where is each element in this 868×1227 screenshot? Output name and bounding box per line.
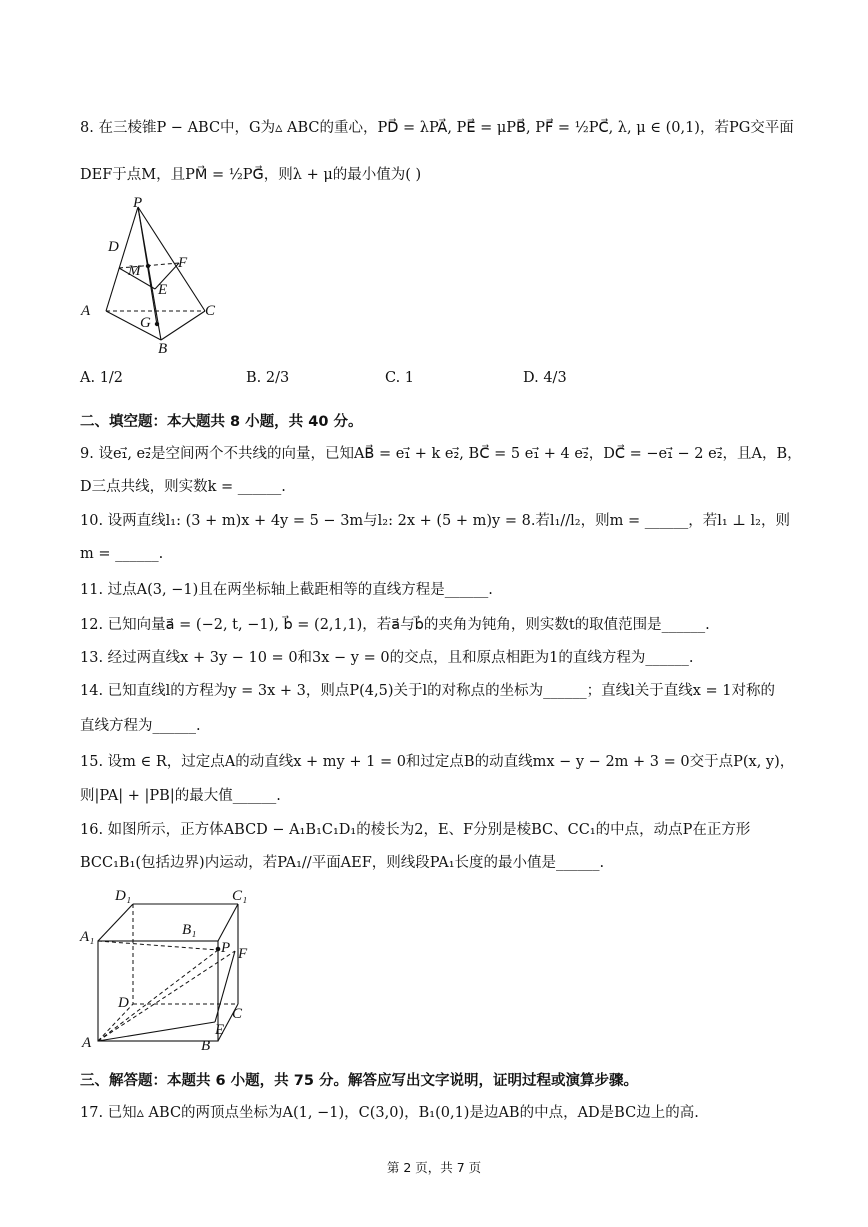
label-B1: B₁ — [182, 922, 197, 938]
q8-option-b: B. 2/3 — [246, 370, 290, 386]
q15-line2: 则|PA| + |PB|的最大值______. — [80, 788, 281, 804]
q9-line2: D三点共线，则实数k = ______. — [80, 479, 286, 495]
label-P: P — [221, 940, 231, 956]
label-A: A — [82, 1035, 92, 1051]
label-D1: D₁ — [115, 888, 132, 904]
q11-text: 11. 过点A(3, −1)且在两坐标轴上截距相等的直线方程是______. — [80, 582, 493, 598]
label-M: M — [128, 263, 141, 279]
label-P: P — [133, 195, 143, 211]
q8-option-a: A. 1/2 — [80, 370, 124, 386]
q8-option-d: D. 4/3 — [523, 370, 567, 386]
page-footer: 第 2 页，共 7 页 — [386, 1160, 482, 1175]
q8-option-c: C. 1 — [385, 370, 415, 386]
q15-line1: 15. 设m ∈ R，过定点A的动直线x + my + 1 = 0和过定点B的动直线mx − y − 2m + 3 = 0交于点P(x, y)， — [80, 754, 795, 770]
q16-line2: BCC₁B₁(包括边界)内运动，若PA₁//平面AEF，则线段PA₁长度的最小值是______. — [80, 855, 605, 871]
q9-line1: 9. 设e₁⃗, e₂⃗是空间两个不共线的向量，已知AB⃗ = e₁⃗ + k e₂⃗, BC⃗ = 5 e₁⃗ + 4 e₂⃗，DC⃗ = −e₁⃗ − 2 e₂⃗，且A，B， — [80, 446, 802, 462]
q8-line1: 8. 在三棱锥P − ABC中，G为▵ ABC的重心，PD⃗ = λPA⃗, PE⃗ = μPB⃗, PF⃗ = ½PC⃗, λ, μ ∈ (0,1)，若PG交平面 — [80, 120, 794, 136]
label-B: B — [158, 341, 168, 357]
cube-figure — [78, 884, 258, 1054]
tetrahedron-figure — [78, 193, 228, 358]
label-F: F — [178, 255, 188, 271]
label-A1: A₁ — [80, 929, 95, 945]
label-G: G — [140, 315, 151, 331]
label-D: D — [118, 995, 129, 1011]
q14-line2: 直线方程为______. — [80, 718, 201, 734]
label-C1: C₁ — [232, 888, 248, 904]
q17-text: 17. 已知▵ ABC的两顶点坐标为A(1, −1)，C(3,0)，B₁(0,1)是边AB的中点，AD是BC边上的高. — [80, 1105, 699, 1121]
label-B: B — [201, 1038, 211, 1054]
label-D: D — [108, 239, 119, 255]
label-A: A — [81, 303, 91, 319]
label-F: F — [238, 946, 248, 962]
q16-line1: 16. 如图所示，正方体ABCD − A₁B₁C₁D₁的棱长为2，E、F分别是棱BC、CC₁的中点，动点P在正方形 — [80, 822, 751, 838]
label-C: C — [205, 303, 216, 319]
label-E: E — [215, 1022, 225, 1038]
q8-line2: DEF于点M，且PM⃗ = ½PG⃗，则λ + μ的最小值为( ) — [80, 167, 422, 183]
q13-text: 13. 经过两直线x + 3y − 10 = 0和3x − y = 0的交点，且和原点相距为1的直线方程为______. — [80, 650, 694, 666]
section-solutions-heading: 三、解答题：本题共 6 小题，共 75 分。解答应写出文字说明，证明过程或演算步骤。 — [80, 1073, 638, 1089]
section-fill-in-heading: 二、填空题：本大题共 8 小题，共 40 分。 — [80, 414, 363, 430]
q10-line2: m = ______. — [80, 546, 164, 562]
label-C: C — [232, 1006, 243, 1022]
q12-text: 12. 已知向量a⃗ = (−2, t, −1), b⃗ = (2,1,1)，若a⃗与b⃗的夹角为钝角，则实数t的取值范围是______. — [80, 617, 710, 633]
q14-line1: 14. 已知直线l的方程为y = 3x + 3，则点P(4,5)关于l的对称点的坐标为______；直线l关于直线x = 1对称的 — [80, 683, 776, 699]
label-E: E — [158, 282, 168, 298]
q10-line1: 10. 设两直线l₁: (3 + m)x + 4y = 5 − 3m与l₂: 2x + (5 + m)y = 8.若l₁//l₂，则m = ______，若l₁ ⊥ l₂，则 — [80, 513, 790, 529]
